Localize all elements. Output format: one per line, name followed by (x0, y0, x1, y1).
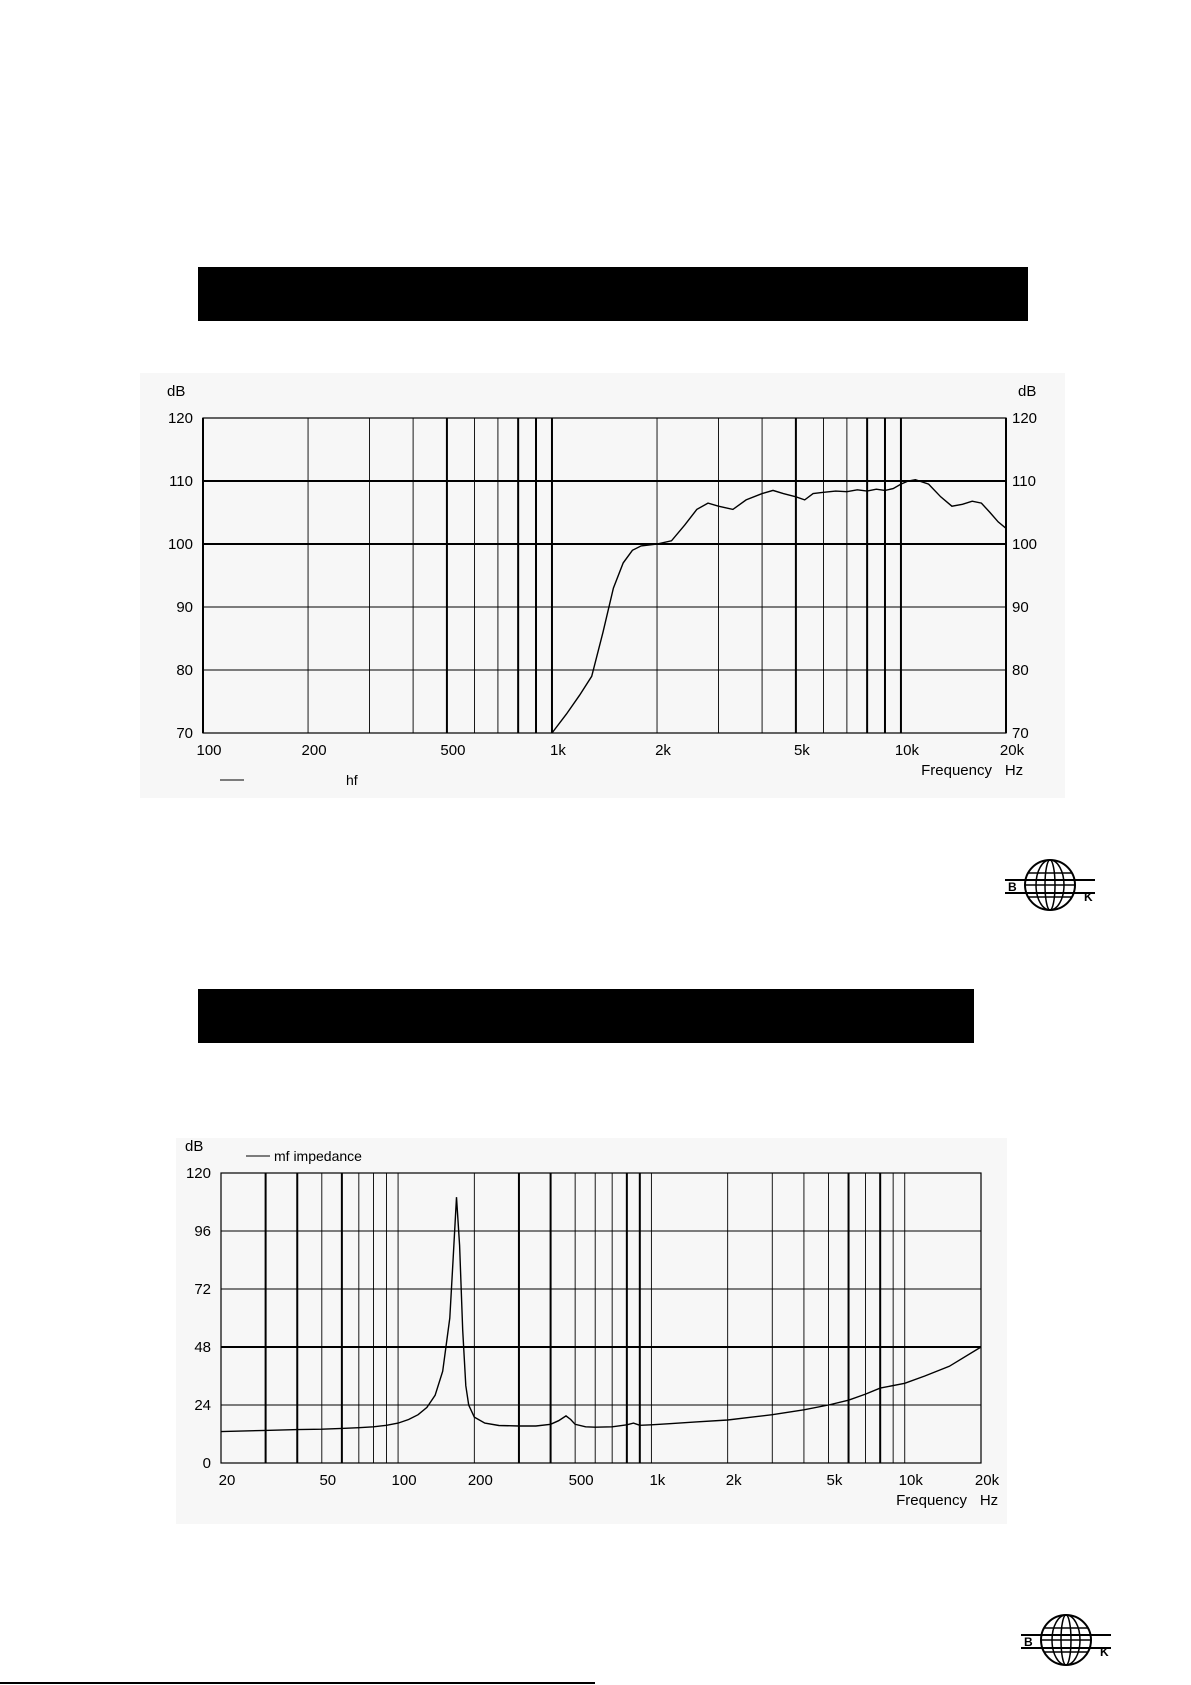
legend-label: mf impedance (274, 1148, 362, 1164)
x-tick-label: 200 (301, 742, 327, 759)
y-tick-label: 120 (185, 1165, 211, 1182)
x-tick-label: 50 (319, 1472, 337, 1489)
y-unit-label: dB (167, 383, 186, 400)
x-tick-label: 1k (550, 742, 566, 759)
x-tick-label: 100 (196, 742, 222, 759)
y-tick-label: 72 (194, 1281, 211, 1298)
x-tick-label: 500 (440, 742, 466, 759)
frequency-response-chart (140, 373, 1065, 798)
y-unit-label: dB (185, 1138, 204, 1155)
y-tick-label-right: 120 (1012, 410, 1038, 427)
y-tick-label-right: 100 (1012, 536, 1038, 553)
x-tick-label: 5k (826, 1472, 843, 1489)
y-tick-label: 0 (202, 1455, 211, 1472)
x-tick-label: 2k (655, 742, 671, 759)
x-tick-label: 5k (793, 742, 810, 759)
logo-letter-b: B (1024, 1635, 1033, 1649)
globe-logo-icon (1016, 1610, 1116, 1670)
bk-logo-2 (1016, 1610, 1116, 1670)
y-tick-label: 70 (176, 725, 193, 742)
impedance-svg (176, 1138, 1007, 1524)
y-tick-label: 24 (194, 1397, 211, 1414)
x-tick-label: 20k (999, 742, 1025, 759)
x-tick-label: 100 (391, 1472, 417, 1489)
x-tick-label: 20k (974, 1472, 1000, 1489)
x-unit-label: Hz (979, 1492, 999, 1509)
y-tick-label-right: 70 (1012, 725, 1029, 742)
legend-label: hf (346, 772, 358, 788)
x-tick-label: 2k (725, 1472, 742, 1489)
section-header-bar-1 (198, 267, 1028, 321)
x-tick-label: 200 (467, 1472, 493, 1489)
globe-logo-icon (1000, 855, 1100, 915)
x-tick-label: 20 (218, 1472, 236, 1489)
impedance-chart (176, 1138, 1007, 1524)
x-axis-label: Frequency (896, 1492, 967, 1509)
y-tick-label-right: 80 (1012, 662, 1029, 679)
plot-frame (221, 1173, 981, 1463)
x-unit-label: Hz (1004, 762, 1024, 779)
y-tick-label: 120 (167, 410, 193, 427)
y-tick-label: 100 (167, 536, 193, 553)
bk-logo-1 (1000, 855, 1100, 915)
y-tick-label: 48 (194, 1339, 211, 1356)
y-tick-label-right: 90 (1012, 599, 1029, 616)
series-line-mf-impedance (221, 1197, 981, 1431)
y-unit-label-right: dB (1018, 383, 1037, 400)
logo-letter-b: B (1008, 880, 1017, 894)
section-header-bar-2 (198, 989, 974, 1043)
frequency-response-svg (140, 373, 1065, 798)
x-axis-label: Frequency (921, 762, 992, 779)
series-line-hf (552, 480, 1006, 733)
y-tick-label: 110 (169, 473, 193, 490)
x-tick-label: 10k (894, 742, 920, 759)
y-tick-label: 80 (176, 662, 193, 679)
y-tick-label: 96 (194, 1223, 211, 1240)
x-tick-label: 10k (898, 1472, 923, 1489)
x-tick-label: 500 (568, 1472, 594, 1489)
x-tick-label: 1k (649, 1472, 666, 1489)
y-tick-label: 90 (176, 599, 193, 616)
logo-letter-k: K (1100, 1645, 1109, 1659)
logo-letter-k: K (1084, 890, 1093, 904)
footer-rule (0, 1682, 595, 1684)
y-tick-label-right: 110 (1012, 473, 1036, 490)
